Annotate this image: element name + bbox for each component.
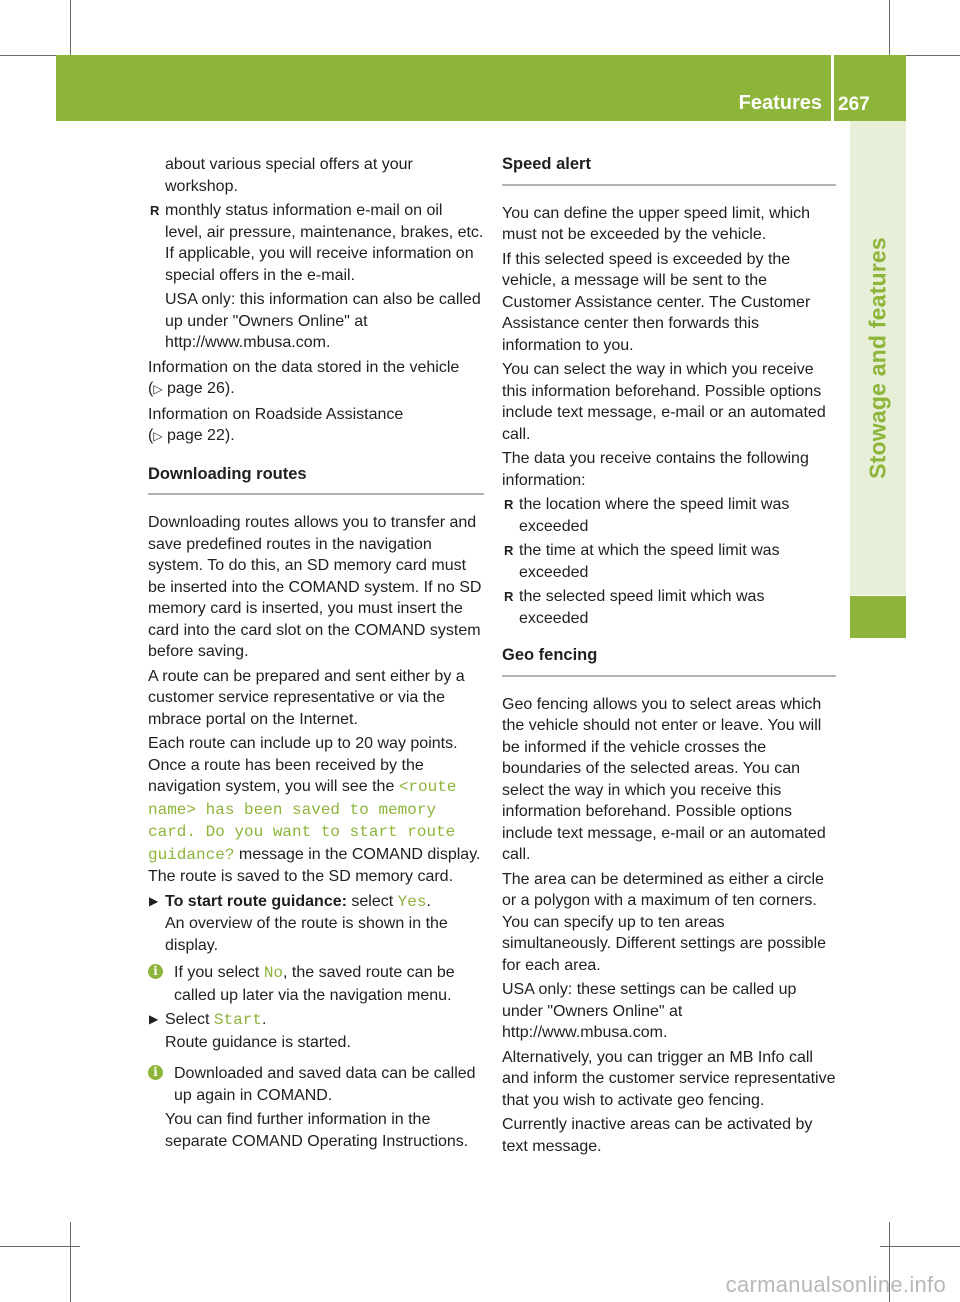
triangle-icon: ▷ <box>153 382 163 396</box>
paragraph: You can define the upper speed limit, which must not be exceeded by the vehicle. <box>502 204 811 243</box>
bullet-icon: R <box>150 203 160 218</box>
display-message: <route name> has been saved to memory card. Do you want to start route guidance? <box>148 778 457 864</box>
paragraph: Geo fencing allows you to select areas which the vehicle should not enter or leave. You will be informed if the vehicle crosses the boundaries of the selected areas. You can select the way in which you receive this information beforehand. Possible options include text message, e-mail or an automated call. <box>502 695 826 863</box>
list-item: R the selected speed limit which was exceeded <box>504 588 765 627</box>
arrow-icon: ▶ <box>149 893 159 908</box>
paragraph: The area can be determined as either a circle or a polygon with a maximum of ten corners. You can specify up to ten areas simultaneously. Different settings are possible for each area. <box>502 870 827 974</box>
chapter-marker <box>850 596 906 638</box>
cross-reference: Information on the data stored in the vehicle (▷ page 26). <box>148 358 460 397</box>
cross-reference: Information on Roadside Assistance (▷ page 22). <box>148 405 404 444</box>
paragraph: If this selected speed is exceeded by the vehicle, a message will be sent to the Customer Assistance center. The Customer Assistance center then forwards this information to you. <box>502 250 811 354</box>
bullet-icon: R <box>504 543 514 558</box>
paragraph: Each route can include up to 20 way points. Once a route has been received by the navigation system, you will see the <route name> has been saved to memory card. Do you want to start route guidance? message in the COMAND display. The route is saved to the SD memory card. <box>148 735 481 885</box>
info-note: i If you select No, the saved route can be called up later via the navigation menu. <box>148 962 484 1006</box>
crop-mark <box>70 1222 71 1302</box>
info-icon: i <box>148 964 163 979</box>
instruction-step: ▶ Select Start. Route guidance is started. <box>149 1011 351 1051</box>
paragraph: USA only: this information can also be called up under "Owners Online" at http://www.mbusa.com. <box>165 291 481 351</box>
step-result: Route guidance is started. <box>165 1033 351 1051</box>
menu-option-yes: Yes <box>397 892 427 911</box>
list-item: R the location where the speed limit was exceeded <box>504 496 790 535</box>
menu-option-start: Start <box>213 1011 262 1029</box>
info-icon: i <box>148 1065 163 1080</box>
list-item <box>148 200 484 286</box>
crop-mark <box>880 1246 960 1247</box>
bullet-icon: R <box>504 589 514 604</box>
chapter-tab-label: Stowage and features <box>864 237 891 479</box>
step-result: An overview of the route is shown in the display. <box>165 915 448 954</box>
paragraph: Currently inactive areas can be activated by text message. <box>502 1116 813 1155</box>
bullet-icon: R <box>504 497 514 512</box>
info-note: i Downloaded and saved data can be called up again in COMAND. <box>148 1063 484 1106</box>
list-item: R the time at which the speed limit was exceeded <box>504 542 780 581</box>
arrow-icon: ▶ <box>149 1012 159 1026</box>
paragraph: A route can be prepared and sent either by a customer service representative or via the mbrace portal on the Internet. <box>148 667 465 728</box>
page-number: 267 <box>838 94 870 115</box>
paragraph: You can find further information in the separate COMAND Operating Instructions. <box>165 1111 469 1150</box>
step-label: To start route guidance: <box>165 892 347 910</box>
right-column <box>502 154 836 1160</box>
page-reference-link[interactable]: page 26 <box>167 380 225 397</box>
paragraph: USA only: these settings can be called up under "Owners Online" at http://www.mbusa.com. <box>502 981 797 1041</box>
list-item-text: monthly status information e-mail on oil level, air pressure, maintenance, brakes, etc. If applicable, you will receive information on special offers in the e-mail. <box>165 202 484 284</box>
watermark: carmanualsonline.info <box>725 1272 946 1297</box>
section-heading: Downloading routes <box>148 464 484 496</box>
section-heading: Speed alert <box>502 154 836 186</box>
section-heading: Geo fencing <box>502 645 836 677</box>
crop-mark <box>0 1246 80 1247</box>
paragraph: about various special offers at your workshop. <box>165 156 413 195</box>
page-title: Features <box>738 92 822 114</box>
paragraph: Downloading routes allows you to transfer and save predefined routes in the navigation system. To do this, an SD memory card must be inserted into the COMAND system. If no SD memory card is inserted, you must insert the card into the card slot on the COMAND system before saving. <box>148 514 482 660</box>
page-reference-link[interactable]: page 22 <box>167 427 225 444</box>
left-column <box>148 154 484 1155</box>
header-divider <box>831 55 834 121</box>
paragraph: Alternatively, you can trigger an MB Info call and inform the customer service representative that you wish to activate geo fencing. <box>502 1048 836 1109</box>
triangle-icon: ▷ <box>153 429 163 443</box>
menu-option-no: No <box>263 964 284 982</box>
paragraph: The data you receive contains the following information: <box>502 450 809 489</box>
paragraph: You can select the way in which you receive this information beforehand. Possible options include text message, e-mail or an automated call. <box>502 361 826 443</box>
instruction-step: ▶ To start route guidance: select Yes. An overview of the route is shown in the display. <box>149 892 448 954</box>
